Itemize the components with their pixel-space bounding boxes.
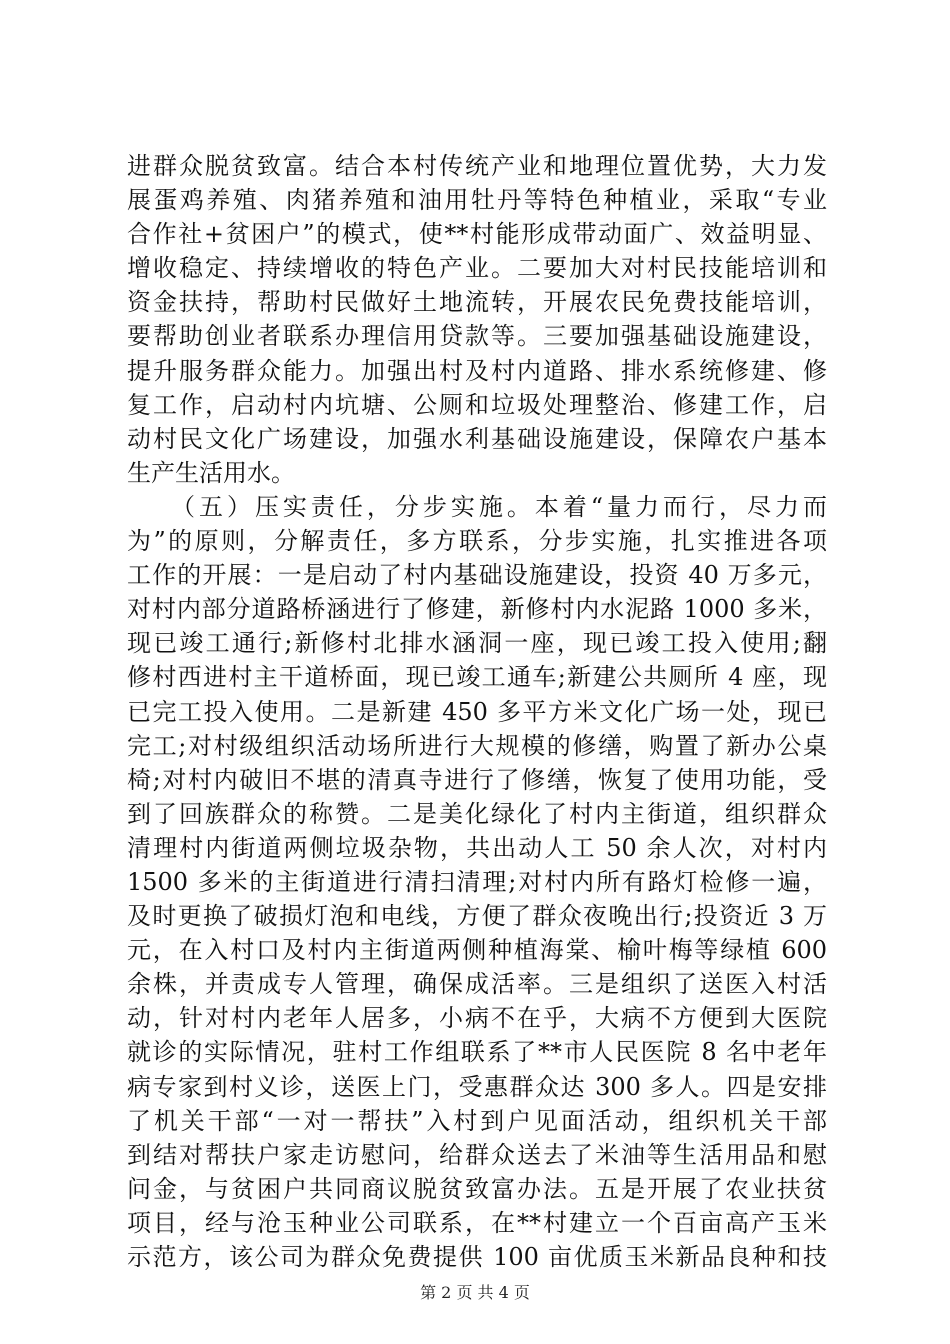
text-line: （五）压实责任，分步实施。本着“量力而行，尽力而: [127, 492, 827, 521]
text-line: 现已竣工通行;新修村北排水涵洞一座，现已竣工投入使用;翻: [127, 629, 827, 658]
text-line: 了机关干部“一对一帮扶”入村到户见面活动，组织机关干部: [127, 1106, 827, 1135]
text-line: 复工作，启动村内坑塘、公厕和垃圾处理整治、修建工作，启: [127, 390, 827, 419]
text-line: 动，针对村内老年人居多，小病不在乎，大病不方便到大医院: [127, 1004, 827, 1033]
text-line: 项目，经与沧玉种业公司联系，在**村建立一个百亩高产玉米: [127, 1208, 827, 1237]
text-line: 生产生活用水。: [127, 458, 295, 487]
text-line: 为”的原则，分解责任，多方联系，分步实施，扎实推进各项: [127, 527, 827, 556]
text-line: 已完工投入使用。二是新建 450 多平方米文化广场一处，现已: [127, 697, 827, 726]
text-line: 元，在入村口及村内主街道两侧种植海棠、榆叶梅等绿植 600: [127, 936, 827, 965]
text-line: 清理村内街道两侧垃圾杂物，共出动人工 50 余人次，对村内: [127, 833, 827, 862]
text-line: 完工;对村级组织活动场所进行大规模的修缮，购置了新办公桌: [127, 731, 827, 760]
text-line: 资金扶持，帮助村民做好土地流转，开展农民免费技能培训，: [127, 288, 827, 317]
text-line: 病专家到村义诊，送医上门，受惠群众达 300 多人。四是安排: [127, 1072, 827, 1101]
text-line: 1500 多米的主街道进行清扫清理;对村内所有路灯检修一遍，: [127, 867, 827, 896]
text-line: 工作的开展：一是启动了村内基础设施建设，投资 40 万多元，: [127, 561, 827, 590]
text-line: 进群众脱贫致富。结合本村传统产业和地理位置优势，大力发: [127, 152, 827, 180]
text-line: 就诊的实际情况，驻村工作组联系了**市人民医院 8 名中老年: [127, 1038, 827, 1067]
text-line: 要帮助创业者联系办理信用贷款等。三要加强基础设施建设，: [127, 322, 827, 351]
text-line: 及时更换了破损灯泡和电线，方便了群众夜晚出行;投资近 3 万: [127, 902, 827, 931]
text-line: 示范方，该公司为群众免费提供 100 亩优质玉米新品良种和技: [127, 1243, 827, 1271]
text-line: 到了回族群众的称赞。二是美化绿化了村内主街道，组织群众: [127, 799, 827, 828]
text-line: 合作社+贫困户”的模式，使**村能形成带动面广、效益明显、: [127, 220, 827, 249]
text-line: 展蛋鸡养殖、肉猪养殖和油用牡丹等特色种植业，采取“专业: [127, 186, 827, 215]
text-line: 问金，与贫困户共同商议脱贫致富办法。五是开展了农业扶贫: [127, 1174, 827, 1203]
text-line: 修村西进村主干道桥面，现已竣工通车;新建公共厕所 4 座，现: [127, 663, 827, 692]
text-line: 到结对帮扶户家走访慰问，给群众送去了米油等生活用品和慰: [127, 1140, 827, 1169]
document-body: [127, 149, 827, 1274]
text-line: 提升服务群众能力。加强出村及村内道路、排水系统修建、修: [127, 356, 827, 385]
text-line: 动村民文化广场建设，加强水利基础设施建设，保障农户基本: [127, 424, 827, 453]
text-line: 余株，并责成专人管理，确保成活率。三是组织了送医入村活: [127, 970, 827, 999]
text-line: 增收稳定、持续增收的特色产业。二要加大对村民技能培训和: [127, 254, 827, 283]
text-line: 对村内部分道路桥涵进行了修建，新修村内水泥路 1000 多米，: [127, 595, 827, 624]
page-footer: 第 2 页 共 4 页: [420, 1283, 530, 1302]
text-line: 椅;对村内破旧不堪的清真寺进行了修缮，恢复了使用功能，受: [127, 765, 827, 794]
